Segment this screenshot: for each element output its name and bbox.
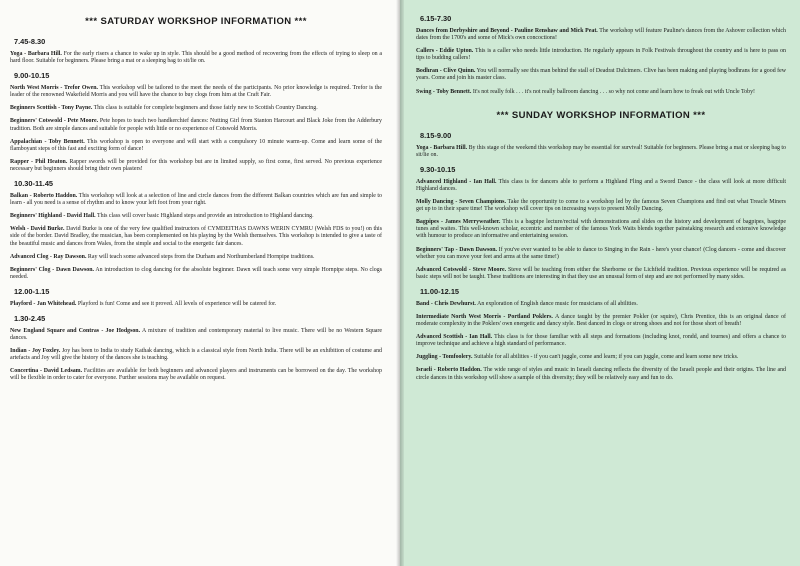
workshop-entry [10,226,382,247]
workshop-entry [10,193,382,207]
workshop-entry [10,213,382,220]
workshop-description: Joy has been to India to study Kathak dancing, which is a classical style from North India. There will be an exhibition of costume and artefacts and Joy will give the history of the dances she is teaching. [10,348,382,362]
workshop-entry [10,105,382,112]
workshop-description: If you've ever wanted to be able to dance to Singing in the Rain - here's your chance! (Clog dancers - come and discover whether you can move your feet and arms at the same time!) [416,246,786,260]
workshop-title: Molly Dancing - Seven Champions. [416,199,506,206]
workshop-title: Dances from Derbyshire and Beyond - Pauline Renshaw and Mick Peat. [416,28,598,34]
workshop-title: Bodhran - Clive Quinn. [416,68,476,75]
time-slot: 1.30-2.45 [14,313,46,323]
saturday-schedule [10,37,382,383]
workshop-title: Juggling - Tomfoolery. [416,354,473,361]
workshop-description: This workshop is open to everyone and will start with a compulsory 10 minute warm-up. Come and learn some of the flamboyant steps of this fast and exciting form of dance! [10,138,383,152]
workshop-title: Advanced Highland - Ian Hall. [416,178,497,185]
workshop-description: By this stage of the weekend this workshop may be essential for survival! Suitable for beginners. Please bring a mat or sleeping bag to sit/lie on. [416,144,786,158]
workshop-entry [416,334,786,348]
workshop-description: This class is for dancers able to perform a Highland Fling and a Sword Dance - the class will look at more difficult Highland dances. [416,178,786,192]
saturday-evening-schedule [416,14,786,96]
workshop-description: This is a bagpipe lecture/recital with demonstrations and slides on the history and development of bagpipes, bagpipe tunes and waites. This well-known scholar, eccentric and member of the famous York Waits blends together painstaking research and extensive knowledge with humour to produce an informative and entertaining session. [416,219,786,240]
workshop-entry [10,159,382,173]
workshop-entry [416,145,786,159]
workshop-entry [416,314,786,328]
time-slot: 12.00-1.15 [14,286,50,296]
workshop-description: Steve will be teaching from either the Sherborne or the Lichfield tradition. Previous experience will be required as basic steps will not be taught. These traditions are interesting in that they use an unusual form of step and are not performed by many sides. [416,266,786,280]
workshop-description: You will normally see this man behind the stall of Deadrat Dulcimers. Clive has been making and playing bodhrans for a good few years. Come and join his master class. [416,68,786,82]
workshop-entry [416,354,786,361]
book-gutter [396,0,404,566]
workshop-entry [416,89,786,96]
workshop-title: Beginners' Clog - Dawn Dawson. [10,266,94,273]
workshop-title: Yoga - Barbara Hill. [416,144,468,151]
workshop-entry [10,348,382,362]
workshop-entry [10,328,382,342]
workshop-description: This is a caller who needs little introduction. He regularly appears in Folk Festivals throughout the country and is here to pass on tips to budding callers! [416,48,786,62]
workshop-description: Facilities are available for both beginners and advanced players and instruments can be borrowed on the day. The workshop will be flexible in order to cater for everyone. Further sessions may be available on request. [10,368,382,382]
workshop-title: Beginners Scottish - Tony Payne. [10,105,93,112]
workshop-entry [416,179,786,193]
workshop-entry [416,301,786,308]
workshop-entry [10,254,382,261]
workshop-title: Concertina - David Ledsam. [10,368,83,375]
workshop-title: Band - Chris Dewhurst. [416,300,476,307]
right-page [400,0,800,566]
workshop-description: This class will cover basic Highland steps and provide an introduction to Highland dancing. [96,213,314,220]
workshop-entry [416,219,786,240]
workshop-description: This workshop will look at a selection of line and circle dances from the different Balkan countries which are fun and simple to learn - all you need is a sense of rhythm and to know your left foot from your right. [10,193,382,207]
workshop-description: Playford is fun! Come and see it proved. All levels of experience will be catered for. [77,300,277,307]
workshop-title: Indian - Joy Foxley. [10,348,61,355]
workshop-title: Playford - Jan Whitehead. [10,300,77,307]
saturday-heading: *** SATURDAY WORKSHOP INFORMATION *** [85,16,307,27]
workshop-entry [10,118,382,132]
workshop-description: For the early risers a chance to wake up in style. This should be a good method of recovering from the effects of trying to sleep on a hard floor. Suitable for beginners. Please bring a mat or a sleeping bag to sit/lie on. [10,51,382,65]
workshop-description: A dance taught by the premier Pokler (or squire), Chris Prentice, this is an original dance of moderate complexity in the Poklers' own energetic and dancy style. Best danced in clogs or strong shoes and not for those short of breath! [416,313,786,328]
sunday-heading: *** SUNDAY WORKSHOP INFORMATION *** [496,109,706,121]
workshop-title: Advanced Cotswold - Steve Moore. [416,266,507,273]
workshop-description: It's not really folk . . . it's not really ballroom dancing . . . so why not come and learn how to freak out with Uncle Toby! [472,88,755,95]
workshop-title: Swing - Toby Bennett. [416,88,472,95]
workshop-title: Callers - Eddie Upton. [416,48,474,55]
workshop-title: Intermediate North West Morris - Portland Poklers. [416,313,553,320]
workshop-entry [10,85,382,99]
time-slot: 9.30-10.15 [420,164,456,174]
workshop-entry [10,51,382,65]
workshop-description: This workshop will be tailored to the meet the needs of the participants. No prior knowledge is required. Trefor is the leader of the renowned Wakefield Morris and you will have the chance to buy clogs from him at the Craft Fair. [10,85,382,99]
workshop-description: An exploration of English dance music for musicians of all abilities. [477,300,638,307]
workshop-title: Yoga - Barbara Hill. [10,51,62,57]
workshop-description: The workshop will feature Pauline's dances from the Ashover collection which dates from the 1700's and some of Mick's own concoctions! [416,28,786,42]
time-slot: 8.15-9.00 [420,130,452,140]
workshop-title: Beginners' Cotswold - Pete Moore. [10,118,99,125]
workshop-description: This class is for those familiar with all steps and formations (including knot, rondd, and tournes) and offers a chance to improve technique and achieve a high standard of performance. [416,334,786,348]
workshop-title: Advanced Scottish - Ian Hall. [416,334,493,341]
workshop-entry [10,267,382,281]
workshop-title: Bagpipes - James Merryweather. [416,219,501,226]
workshop-description: This class is suitable for complete beginners and those fairly new to Scottish Country Dancing. [93,105,318,112]
workshop-description: Suitable for all abilities - if you can't juggle, come and learn; if you can juggle, come and learn some new tricks. [473,354,739,361]
workshop-description: A mixture of tradition and contemporary material to live music. There will be no Western Square dances. [10,327,383,342]
workshop-title: Rapper - Phil Heaton. [10,158,68,165]
workshop-entry [416,367,786,381]
workshop-description: An introduction to clog dancing for the absolute beginner. Dawn will teach some very simple Hornpipe steps. No clogs needed. [10,266,382,280]
workshop-entry [416,28,786,42]
workshop-description: David Burke is one of the very few qualified instructors of CYMDEITHAS DAWNS WERIN CYMRU (Welsh FDS to you!) on this side of the border. David Bradley, the musician, has been complemented on his playing by the Welsh themselves. This workshop is intended to give a taste of the beautiful music and dances from Wales, from the simple and social to the energetic fair dances. [10,226,382,247]
workshop-description: The wide range of styles and music in Israeli dancing reflects the diversity of the Israeli people and their origins. The line and circle dances in this workshop will show a sample of this diversity; they will be relatively easy and fun to do. [416,367,786,381]
workshop-description: Ray will teach some advanced steps from the Durham and Northumberland Hornpipe traditions. [87,253,315,260]
sunday-schedule [416,131,786,382]
workshop-title: Balkan - Roberto Haddon. [10,193,78,200]
workshop-entry [416,199,786,213]
workshop-entry [10,301,382,308]
workshop-title: Advanced Clog - Ray Dawson. [10,253,87,260]
workshop-title: Beginners' Highland - David Hall. [10,213,96,220]
workshop-description: Take the opportunity to come to a workshop led by the famous Seven Champions and find out what Treacle Miners get up to in their spare time! The workshop will cover tips on increasing ways to present Molly Dancing. [416,199,786,213]
time-slot: 10.30-11.45 [14,179,54,189]
workshop-title: Welsh - David Burke. [10,226,65,233]
workshop-description: Rapper swords will be provided for this workshop but are in limited supply, so first come, first served. No previous experience necessary but beginners should bring their own plasters! [10,158,383,172]
workshop-entry [10,368,382,382]
workshop-entry [416,68,786,82]
workshop-title: Beginners' Tap - Dawn Dawson. [416,246,498,253]
workshop-entry [416,48,786,62]
workshop-entry [10,139,382,153]
time-slot: 6.15-7.30 [420,14,452,23]
workshop-entry [416,267,786,281]
workshop-title: North West Morris - Trefor Owen. [10,85,99,92]
workshop-title: New England Square and Contras - Joe Hodgson. [10,327,141,334]
workshop-description: Pete hopes to teach two handkerchief dances: Nutting Girl from Stanton Harcourt and Black Joke from the Adderbury tradition. Both are simple dances and suitable for people with little or no experience of Cotswold Morris. [10,118,382,132]
workshop-title: Appalachian - Toby Bennett. [10,138,85,145]
time-slot: 7.45-8.30 [14,37,46,46]
time-slot: 11.00-12.15 [420,286,460,296]
time-slot: 9.00-10.15 [14,71,50,81]
workshop-entry [416,247,786,261]
workshop-title: Israeli - Roberto Haddon. [416,367,482,374]
